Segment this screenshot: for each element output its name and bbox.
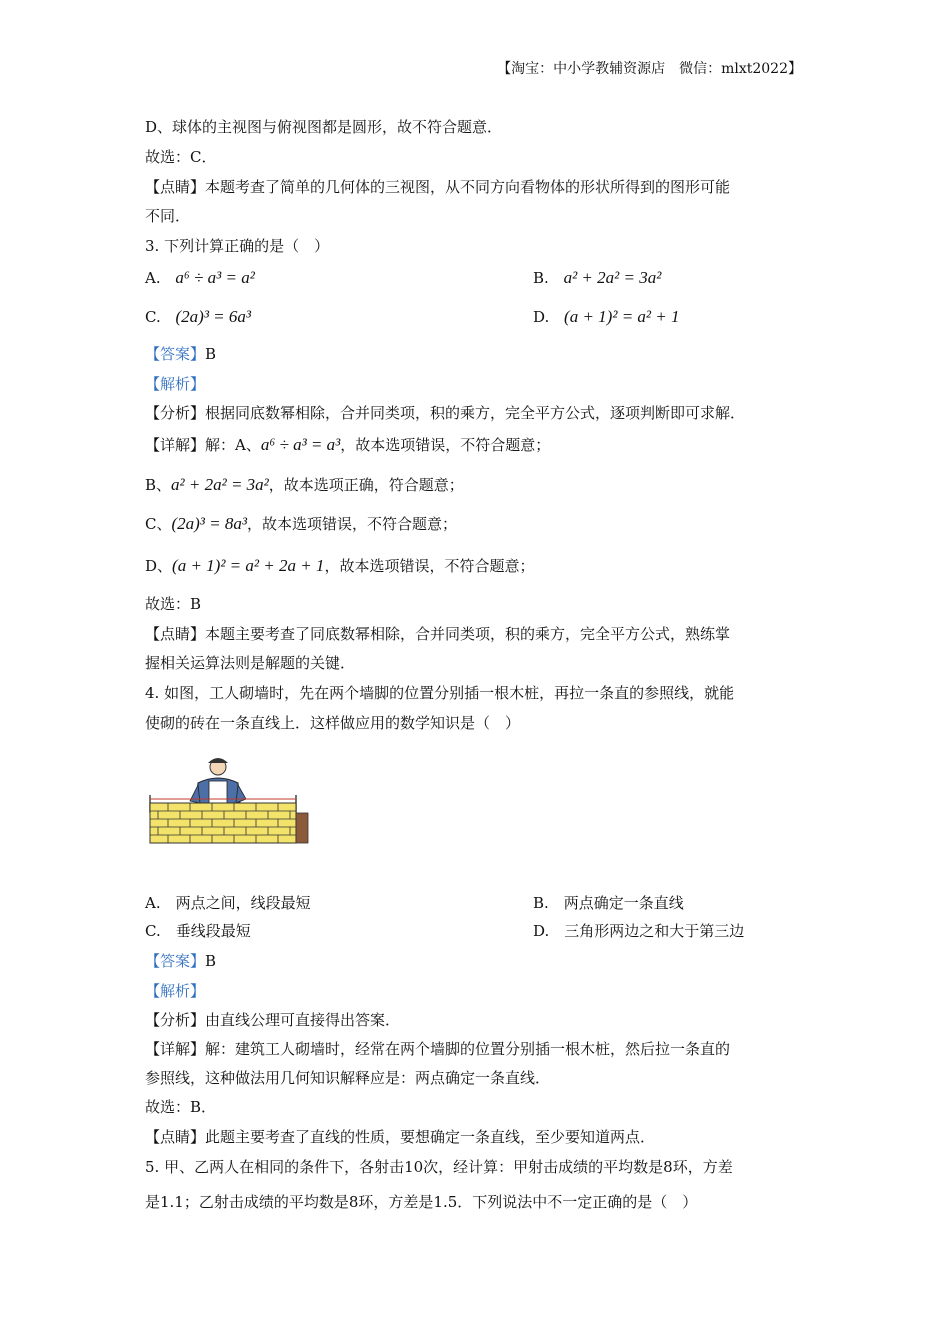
- analysis-tag-4: 【解析】: [145, 982, 206, 1000]
- question-4: 4. 如图，工人砌墙时，先在两个墙脚的位置分别插一根木桩，再拉一条直的参照线，就能: [145, 684, 735, 702]
- option-label: C.: [145, 308, 161, 326]
- answer-3: [145, 344, 216, 364]
- q3-option-a: [145, 268, 255, 288]
- text-line: 故选：B．: [145, 1098, 217, 1116]
- text-line: 【点睛】此题主要考查了直线的性质，要想确定一条直线，至少要知道两点．: [145, 1128, 656, 1146]
- question-5-cont: 是1.1；乙射击成绩的平均数是8环，方差是1.5．下列说法中不一定正确的是（ ）: [145, 1193, 698, 1211]
- text-span: ，故本选项错误，不符合题意；: [324, 557, 535, 575]
- q3-option-c: [145, 307, 251, 327]
- text-span: D、: [145, 557, 173, 575]
- q3-option-d: [533, 307, 679, 327]
- question-4-cont: 使砌的砖在一条直线上．这样做应用的数学知识是（ ）: [145, 714, 521, 732]
- text-line: 不同．: [145, 207, 191, 225]
- page-header: 【淘宝：中小学教辅资源店 微信：mlxt2022】: [497, 61, 802, 77]
- text-span: ，故本选项正确，符合题意；: [268, 476, 464, 494]
- math-expr: a² + 2a² = 3a²: [171, 475, 269, 494]
- answer-value: B: [205, 345, 217, 363]
- text-line: 【详解】解：建筑工人砌墙时，经常在两个墙脚的位置分别插一根木桩，然后拉一条直的: [145, 1040, 731, 1058]
- question-5: 5. 甲、乙两人在相同的条件下，各射击10次，经计算：甲射击成绩的平均数是8环，方差: [145, 1158, 733, 1176]
- text-span: B、: [145, 476, 172, 494]
- math-expr: (a + 1)² = a² + 2a + 1: [172, 556, 325, 575]
- option-label: D.: [533, 308, 550, 326]
- analysis-tag-3: 【解析】: [145, 375, 206, 393]
- text-line: 【分析】根据同底数幂相除，合并同类项，积的乘方，完全平方公式，逐项判断即可求解．: [145, 404, 746, 422]
- text-line: D、球体的主视图与俯视图都是圆形，故不符合题意．: [145, 118, 503, 136]
- option-math: (a + 1)² = a² + 1: [564, 307, 680, 326]
- text-line: 【点睛】本题考查了简单的几何体的三视图，从不同方向看物体的形状所得到的图形可能: [145, 178, 731, 196]
- detail-b-3: [145, 475, 464, 495]
- text-span: 【详解】解：A、: [145, 436, 261, 454]
- answer-value: B: [205, 952, 217, 970]
- q3-option-b: [533, 268, 661, 288]
- q4-option-c: C. 垂线段最短: [145, 922, 251, 940]
- detail-d-3: [145, 556, 534, 576]
- text-line: 故选：C．: [145, 148, 217, 166]
- option-math: (2a)³ = 6a³: [175, 307, 251, 326]
- option-math: a² + 2a² = 3a²: [563, 268, 662, 287]
- answer-tag: 【答案】: [145, 345, 206, 363]
- option-label: B.: [533, 269, 549, 287]
- q4-option-a: A. 两点之间，线段最短: [145, 894, 311, 912]
- option-label: A.: [145, 269, 161, 287]
- detail-c-3: [145, 514, 457, 534]
- text-line: 【点睛】本题主要考查了同底数幂相除，合并同类项，积的乘方，完全平方公式，熟练掌: [145, 625, 731, 643]
- answer-tag: 【答案】: [145, 952, 206, 970]
- math-expr: a⁶ ÷ a³ = a³: [260, 435, 341, 454]
- math-expr: (2a)³ = 8a³: [171, 514, 247, 533]
- text-line: 【分析】由直线公理可直接得出答案．: [145, 1011, 401, 1029]
- question-3: 3. 下列计算正确的是（ ）: [145, 237, 330, 255]
- bricklayer-illustration: [146, 755, 314, 851]
- text-span: C、: [145, 515, 172, 533]
- option-math: a⁶ ÷ a³ = a²: [175, 268, 255, 287]
- answer-4: [145, 951, 216, 971]
- text-line: 故选：B: [145, 595, 202, 613]
- text-span: ，故本选项错误，不符合题意；: [246, 515, 457, 533]
- text-span: ，故本选项错误，不符合题意；: [340, 436, 551, 454]
- detail-a-3: [145, 435, 550, 455]
- text-line: 握相关运算法则是解题的关键．: [145, 654, 356, 672]
- q4-option-d: D. 三角形两边之和大于第三边: [533, 922, 745, 940]
- q4-option-b: B. 两点确定一条直线: [533, 894, 684, 912]
- text-line: 参照线，这种做法用几何知识解释应是：两点确定一条直线．: [145, 1069, 551, 1087]
